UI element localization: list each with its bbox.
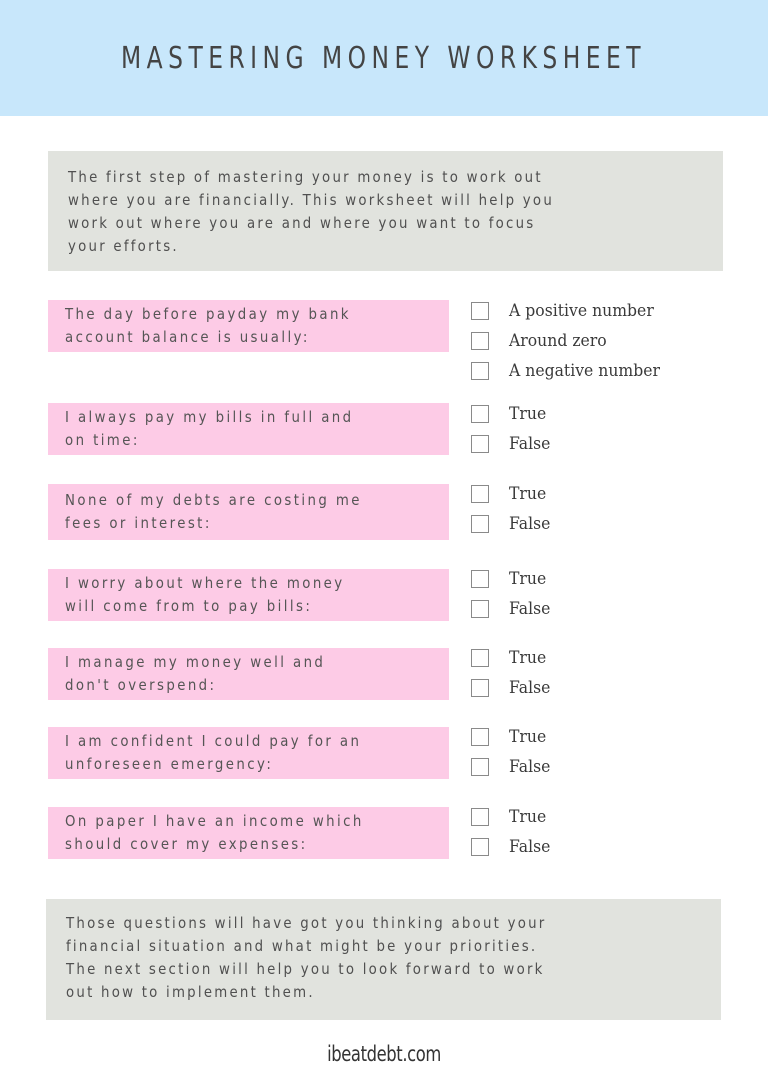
option-label: False [509, 678, 551, 698]
option-label: False [509, 837, 551, 857]
question-line: On paper I have an income which [65, 812, 364, 830]
outro-line: out how to implement them. [66, 983, 315, 1001]
checkbox[interactable] [471, 808, 489, 826]
option-around-zero[interactable] [471, 326, 673, 356]
option-label: True [509, 648, 547, 668]
question-4-options [471, 564, 554, 624]
intro-line: where you are financially. This worksheet will help you [68, 191, 555, 209]
checkbox[interactable] [471, 332, 489, 350]
checkbox[interactable] [471, 405, 489, 423]
intro-line: The first step of mastering your money is to work out [68, 168, 543, 186]
option-label: A negative number [509, 361, 661, 381]
question-line: account balance is usually: [65, 328, 310, 346]
outro-text [66, 912, 702, 1004]
page-title: MASTERING MONEY WORKSHEET [121, 40, 647, 76]
option-true[interactable] [471, 564, 554, 594]
question-5-options [471, 643, 554, 703]
question-1-options [471, 296, 673, 386]
option-label: False [509, 434, 551, 454]
option-label: True [509, 569, 547, 589]
outro-panel [46, 899, 721, 1020]
question-5-label [48, 648, 449, 700]
question-7-options [471, 802, 554, 862]
option-label: False [509, 599, 551, 619]
question-6-options [471, 722, 554, 782]
option-false[interactable] [471, 832, 554, 862]
checkbox[interactable] [471, 362, 489, 380]
intro-line: work out where you are and where you want to focus [68, 214, 536, 232]
checkbox[interactable] [471, 649, 489, 667]
question-4-label [48, 569, 449, 621]
option-label: False [509, 514, 551, 534]
checkbox[interactable] [471, 600, 489, 618]
question-line: will come from to pay bills: [65, 597, 313, 615]
option-negative-number[interactable] [471, 356, 673, 386]
intro-panel [48, 151, 723, 271]
option-true[interactable] [471, 802, 554, 832]
outro-line: The next section will help you to look forward to work [66, 960, 545, 978]
question-line: The day before payday my bank [65, 305, 351, 323]
question-line: None of my debts are costing me [65, 491, 362, 509]
question-line: should cover my expenses: [65, 835, 308, 853]
question-6-label [48, 727, 449, 779]
question-3-label [48, 484, 449, 540]
checkbox[interactable] [471, 302, 489, 320]
checkbox[interactable] [471, 838, 489, 856]
option-label: True [509, 727, 547, 747]
checkbox[interactable] [471, 515, 489, 533]
option-label: True [509, 484, 547, 504]
question-7-label [48, 807, 449, 859]
intro-line: your efforts. [68, 237, 179, 255]
option-true[interactable] [471, 399, 554, 429]
option-true[interactable] [471, 722, 554, 752]
option-label: Around zero [509, 331, 607, 351]
option-true[interactable] [471, 479, 554, 509]
option-true[interactable] [471, 643, 554, 673]
option-false[interactable] [471, 429, 554, 459]
question-line: I am confident I could pay for an [65, 732, 362, 750]
checkbox[interactable] [471, 758, 489, 776]
option-false[interactable] [471, 509, 554, 539]
option-label: A positive number [509, 301, 654, 321]
option-label: True [509, 404, 547, 424]
checkbox[interactable] [471, 485, 489, 503]
site-name: ibeatdebt.com [327, 1042, 441, 1066]
option-false[interactable] [471, 752, 554, 782]
option-label: True [509, 807, 547, 827]
question-line: on time: [65, 431, 140, 449]
question-3-options [471, 479, 554, 539]
question-1-label [48, 300, 449, 352]
intro-text [68, 166, 704, 258]
question-line: I manage my money well and [65, 653, 326, 671]
question-line: I always pay my bills in full and [65, 408, 354, 426]
option-false[interactable] [471, 594, 554, 624]
option-positive-number[interactable] [471, 296, 673, 326]
checkbox[interactable] [471, 435, 489, 453]
header-banner [0, 0, 768, 116]
question-2-label [48, 403, 449, 455]
question-line: unforeseen emergency: [65, 755, 274, 773]
question-line: fees or interest: [65, 514, 212, 532]
footer [0, 1042, 768, 1066]
question-2-options [471, 399, 554, 459]
checkbox[interactable] [471, 570, 489, 588]
checkbox[interactable] [471, 728, 489, 746]
outro-line: Those questions will have got you thinking about your [66, 914, 547, 932]
option-label: False [509, 757, 551, 777]
outro-line: financial situation and what might be your priorities. [66, 937, 538, 955]
checkbox[interactable] [471, 679, 489, 697]
option-false[interactable] [471, 673, 554, 703]
question-line: I worry about where the money [65, 574, 345, 592]
question-line: don't overspend: [65, 676, 217, 694]
